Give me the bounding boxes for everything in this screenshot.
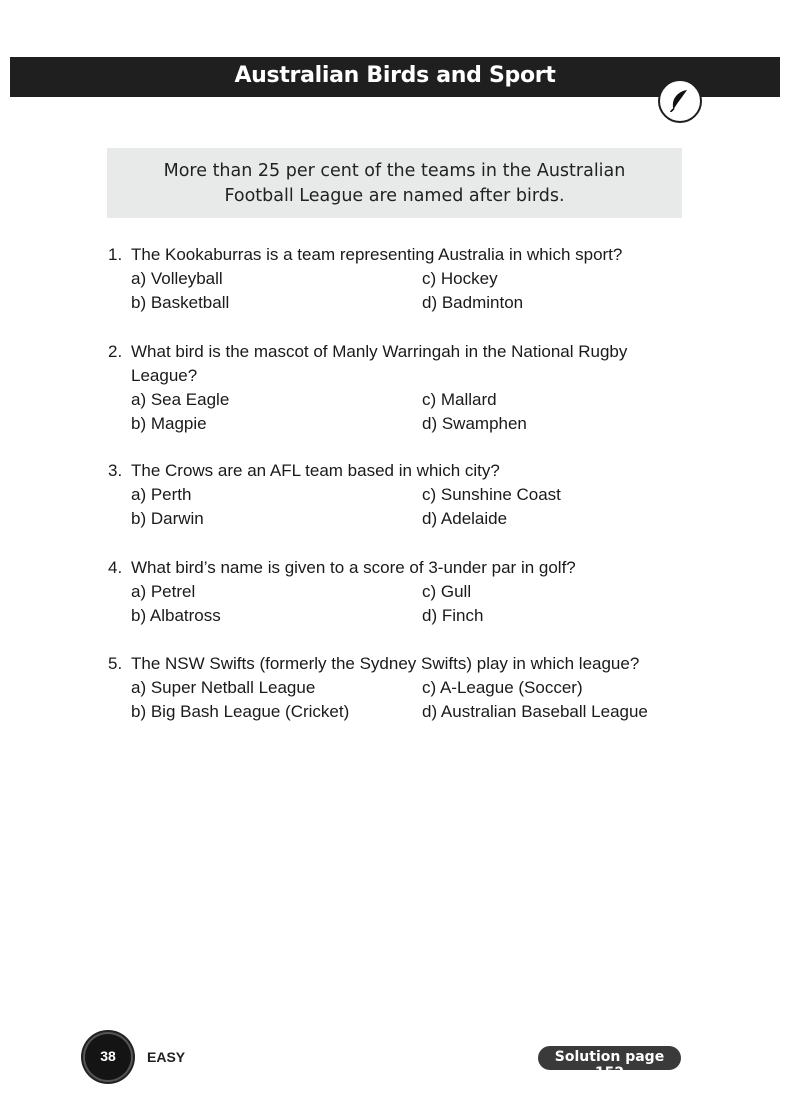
fact-line-2: Football League are named after birds.	[224, 186, 565, 206]
option-c: c) Sunshine Coast	[422, 485, 561, 504]
answer-options	[131, 388, 708, 436]
question-3	[108, 459, 708, 531]
question-number: 1.	[108, 245, 123, 264]
answer-options	[131, 483, 708, 531]
option-d: d) Finch	[422, 606, 484, 625]
question-text: The Kookaburras is a team representing Australia in which sport?	[131, 245, 623, 264]
question-text: The NSW Swifts (formerly the Sydney Swifts) play in which league?	[131, 654, 640, 673]
option-a: a) Sea Eagle	[131, 390, 230, 409]
question-text: What bird is the mascot of Manly Warringah in the National Rugby League?	[131, 342, 628, 385]
difficulty-level: EASY	[147, 1049, 186, 1065]
option-b: b) Big Bash League (Cricket)	[131, 702, 350, 721]
answer-options	[131, 676, 708, 724]
fact-line-1: More than 25 per cent of the teams in the Australian	[163, 161, 626, 181]
question-number: 2.	[108, 342, 123, 361]
page-number-badge	[85, 1034, 131, 1080]
question-4	[108, 556, 708, 628]
option-b: b) Darwin	[131, 509, 204, 528]
answer-options	[131, 580, 708, 628]
option-c: c) Gull	[422, 582, 472, 601]
option-a: a) Super Netball League	[131, 678, 316, 697]
option-c: c) Mallard	[422, 390, 497, 409]
option-d: d) Badminton	[422, 293, 524, 312]
fact-box	[107, 148, 682, 218]
question-2	[108, 340, 708, 436]
option-b: b) Magpie	[131, 414, 207, 433]
question-5	[108, 652, 708, 724]
solution-reference	[538, 1046, 681, 1081]
question-number: 3.	[108, 461, 123, 480]
question-number: 4.	[108, 558, 123, 577]
page-title: Australian Birds and Sport	[234, 63, 556, 88]
solution-text: Solution page 152	[554, 1049, 665, 1081]
option-a: a) Volleyball	[131, 269, 223, 288]
question-1	[108, 243, 708, 315]
option-d: d) Adelaide	[422, 509, 508, 528]
option-c: c) Hockey	[422, 269, 498, 288]
feather-icon	[668, 88, 690, 112]
option-c: c) A-League (Soccer)	[422, 678, 583, 697]
page-number: 38	[100, 1048, 116, 1064]
option-d: d) Swamphen	[422, 414, 527, 433]
answer-options	[131, 267, 708, 315]
option-a: a) Perth	[131, 485, 192, 504]
question-text: What bird’s name is given to a score of 3-under par in golf?	[131, 558, 576, 577]
question-text: The Crows are an AFL team based in which city?	[131, 461, 500, 480]
feather-badge	[658, 79, 702, 123]
question-number: 5.	[108, 654, 123, 673]
option-b: b) Basketball	[131, 293, 230, 312]
option-b: b) Albatross	[131, 606, 221, 625]
option-a: a) Petrel	[131, 582, 196, 601]
option-d: d) Australian Baseball League	[422, 702, 648, 721]
